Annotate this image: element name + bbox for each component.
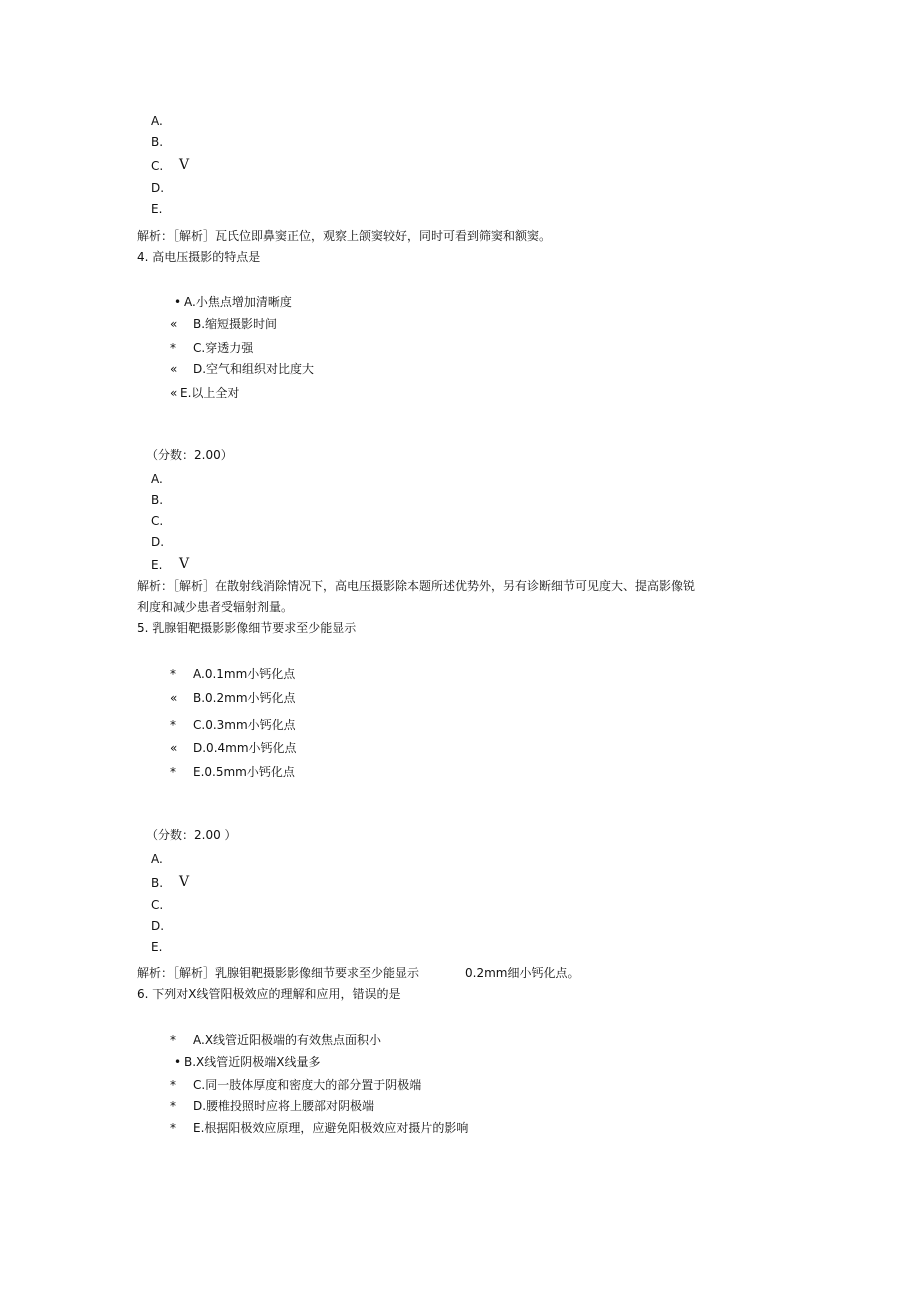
choice-label[interactable]: C.0.3mm小钙化点 — [193, 718, 296, 732]
choice-marker: * — [170, 718, 176, 732]
choice-marker: « — [170, 741, 178, 755]
choice-label[interactable]: D.空气和组织对比度大 — [193, 362, 315, 376]
analysis-text: 解析：［解析］瓦氏位即鼻窦正位，观察上颌窦较好，同时可看到筛窦和额窦。 — [137, 229, 552, 243]
option-d: D. — [151, 181, 165, 195]
choice-label[interactable]: A.0.1mm小钙化点 — [193, 667, 296, 681]
correct-mark: V — [179, 556, 190, 572]
choice-label[interactable]: E.0.5mm小钙化点 — [193, 765, 295, 779]
question-title: 5. 乳腺钼靶摄影影像细节要求至少能显示 — [137, 621, 357, 635]
choice-marker: « — [170, 317, 178, 331]
option-e: E. — [151, 558, 163, 572]
choice-label[interactable]: A.X线管近阳极端的有效焦点面积小 — [193, 1033, 382, 1047]
choice-label[interactable]: A.小焦点增加清晰度 — [184, 295, 292, 309]
option-b: B. — [151, 493, 164, 507]
choice-label[interactable]: D.腰椎投照时应将上腰部对阴极端 — [193, 1099, 375, 1113]
option-b: B. — [151, 876, 164, 890]
choice-marker: • — [174, 295, 182, 309]
choice-label[interactable]: D.0.4mm小钙化点 — [193, 741, 297, 755]
choice-label[interactable]: E.以上全对 — [180, 386, 240, 400]
choice-marker: • — [174, 1055, 182, 1069]
choice-marker: * — [170, 1121, 176, 1135]
choice-label[interactable]: B.缩短摄影时间 — [193, 317, 278, 331]
option-e: E. — [151, 940, 163, 954]
option-d: D. — [151, 919, 165, 933]
option-e: E. — [151, 202, 163, 216]
option-c: C. — [151, 514, 164, 528]
correct-mark: V — [179, 157, 190, 173]
analysis-text: 解析：［解析］在散射线消除情况下，高电压摄影除本题所述优势外，另有诊断细节可见度大、提高影像锐 — [137, 579, 696, 593]
analysis-text: 利度和减少患者受辐射剂量。 — [137, 600, 294, 614]
question-title: 6. 下列对X线管阳极效应的理解和应用，错误的是 — [137, 987, 401, 1001]
choice-marker: * — [170, 667, 176, 681]
option-c: C. — [151, 159, 164, 173]
choice-marker: * — [170, 1033, 176, 1047]
choice-label[interactable]: C.同一肢体厚度和密度大的部分置于阴极端 — [193, 1078, 422, 1092]
choice-marker: * — [170, 1078, 176, 1092]
question-title: 4. 高电压摄影的特点是 — [137, 250, 261, 264]
option-a: A. — [151, 472, 163, 486]
option-c: C. — [151, 898, 164, 912]
choice-label[interactable]: E.根据阳极效应原理，应避免阳极效应对摄片的影响 — [193, 1121, 469, 1135]
choice-label[interactable]: B.0.2mm小钙化点 — [193, 691, 296, 705]
choice-marker: * — [170, 341, 176, 355]
score-text: （分数：2.00 ） — [146, 828, 237, 842]
option-a: A. — [151, 852, 163, 866]
choice-marker: « — [170, 386, 178, 400]
analysis-text: 0.2mm细小钙化点。 — [465, 966, 580, 980]
analysis-text: 解析：［解析］乳腺钼靶摄影影像细节要求至少能显示 — [137, 966, 420, 980]
choice-marker: « — [170, 362, 178, 376]
option-d: D. — [151, 535, 165, 549]
option-a: A. — [151, 114, 163, 128]
score-text: （分数：2.00） — [146, 448, 233, 462]
choice-marker: * — [170, 765, 176, 779]
option-b: B. — [151, 135, 164, 149]
choice-label[interactable]: B.X线管近阴极端X线量多 — [184, 1055, 321, 1069]
correct-mark: V — [179, 874, 190, 890]
choice-marker: * — [170, 1099, 176, 1113]
choice-marker: « — [170, 691, 178, 705]
choice-label[interactable]: C.穿透力强 — [193, 341, 254, 355]
